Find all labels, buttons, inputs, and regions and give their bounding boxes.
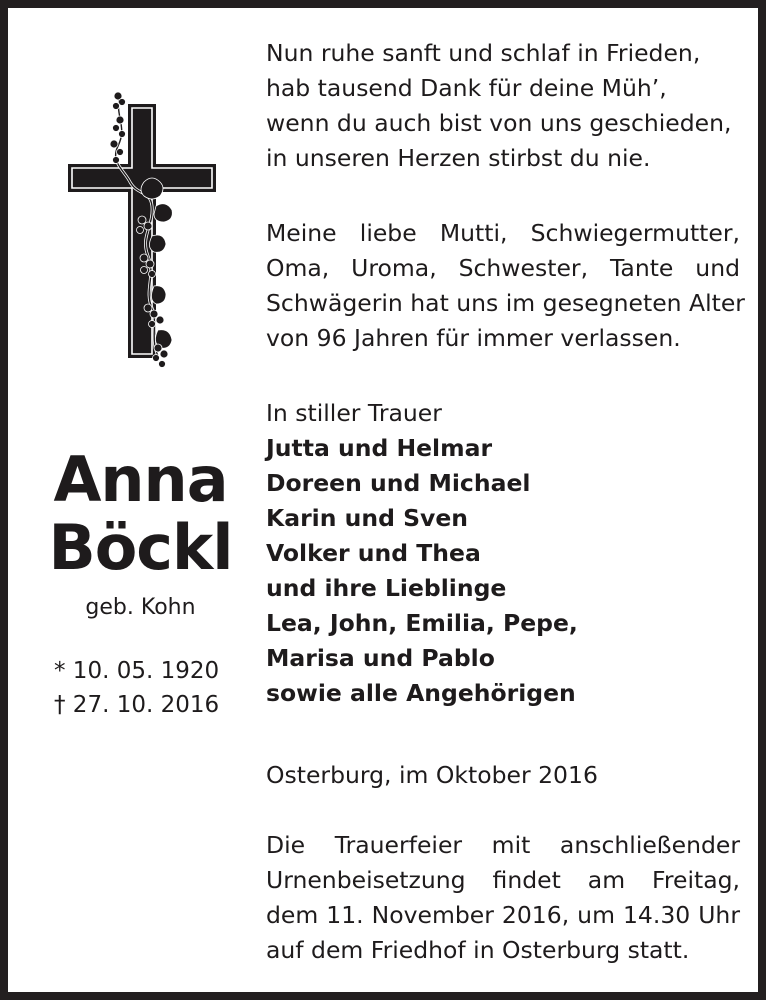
poem-line: Nun ruhe sanft und schlaf in Frieden, [266, 39, 701, 67]
mourner-line: Lea, John, Emilia, Pepe, [266, 609, 578, 637]
poem-line: in unseren Herzen stirbst du nie. [266, 144, 651, 172]
death-announcement [266, 216, 745, 356]
place-and-date [266, 758, 740, 793]
mourner-line: Karin und Sven [266, 504, 468, 532]
mourner-line: Doreen und Michael [266, 469, 531, 497]
mourner-line: Jutta und Helmar [266, 434, 493, 462]
announcement-line: Schwägerin hat uns im gesegneten Alter [266, 289, 745, 317]
mourner-line: sowie alle Angehörigen [266, 679, 576, 707]
death-date: † 27. 10. 2016 [54, 692, 220, 718]
mourner-line: Marisa und Pablo [266, 644, 495, 672]
funeral-information [266, 828, 740, 968]
life-dates [54, 654, 219, 722]
deceased-last-name: Böckl [48, 511, 233, 584]
cross-with-vine-icon [58, 86, 228, 376]
funeral-line: Die Trauerfeier mit anschließender [266, 831, 740, 859]
announcement-line: von 96 Jahren für immer verlassen. [266, 324, 681, 352]
mourner-line: Volker und Thea [266, 539, 481, 567]
memorial-poem [266, 36, 740, 176]
birth-date: * 10. 05. 1920 [54, 658, 220, 684]
mourner-line: und ihre Lieblinge [266, 574, 507, 602]
mourners-list [266, 396, 740, 711]
poem-line: wenn du auch bist von uns geschieden, [266, 109, 732, 137]
funeral-line: dem 11. November 2016, um 14.30 Uhr [266, 901, 740, 929]
poem-line: hab tausend Dank für deine Müh’, [266, 74, 667, 102]
funeral-line: auf dem Friedhof in Osterburg statt. [266, 936, 690, 964]
announcement-line: Meine liebe Mutti, Schwiegermutter, [266, 219, 740, 247]
mourning-heading: In stiller Trauer [266, 399, 442, 427]
funeral-line: Urnenbeisetzung findet am Freitag, [266, 866, 740, 894]
deceased-first-name: Anna [53, 443, 228, 516]
maiden-name: geb. Kohn [85, 595, 196, 620]
place-date-line: Osterburg, im Oktober 2016 [266, 761, 598, 789]
announcement-line: Oma, Uroma, Schwester, Tante und [266, 254, 740, 282]
